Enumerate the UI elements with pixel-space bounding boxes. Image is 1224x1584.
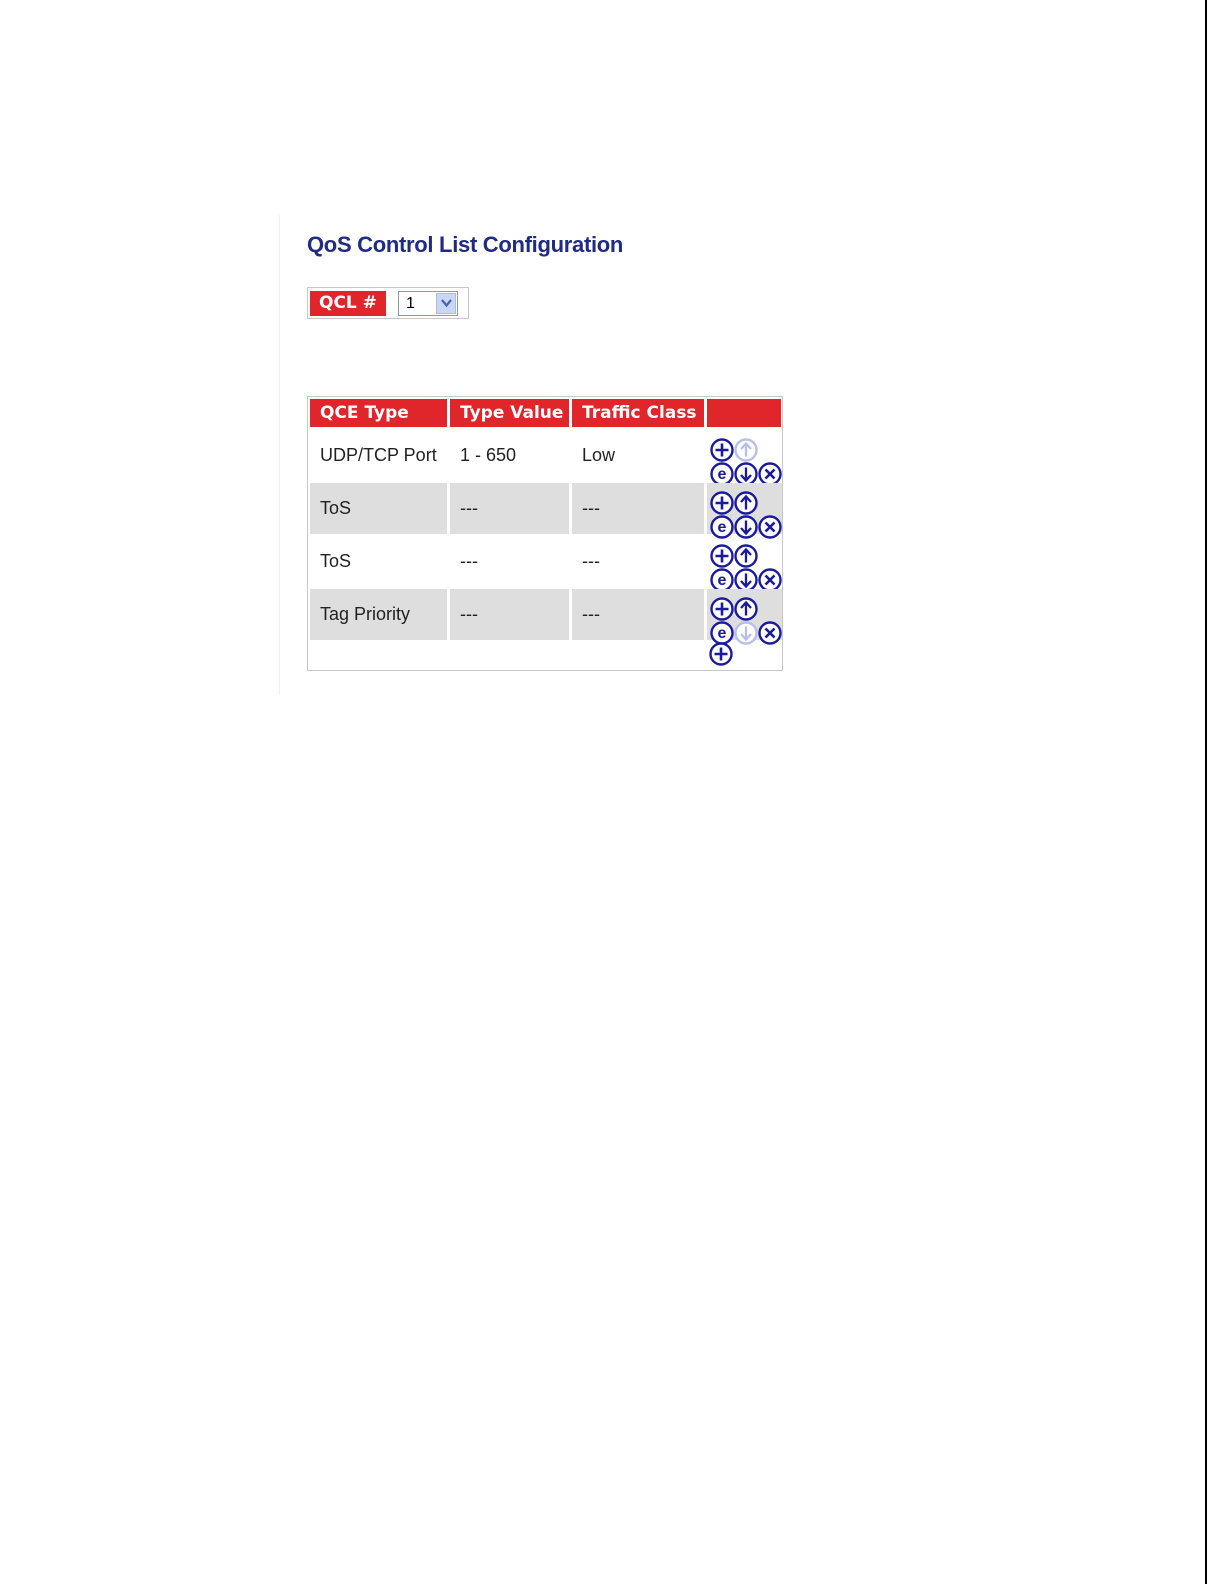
type-value-cell: --- <box>460 551 478 571</box>
table-row <box>310 430 782 481</box>
table-row <box>310 536 782 587</box>
move-down-icon[interactable] <box>734 455 758 479</box>
traffic-class-cell: Low <box>582 445 616 465</box>
header-qce-type: QCE Type <box>310 399 447 427</box>
insert-qce-icon[interactable] <box>710 590 734 614</box>
delete-icon[interactable] <box>758 561 782 585</box>
qce-type-cell: ToS <box>310 483 447 534</box>
move-up-icon[interactable] <box>734 590 758 614</box>
svg-text:e: e <box>717 466 727 483</box>
insert-qce-icon[interactable] <box>710 484 734 508</box>
edit-icon[interactable] <box>710 561 734 589</box>
move-up-icon <box>734 431 758 455</box>
add-row <box>310 641 782 668</box>
actions-cell <box>707 483 782 534</box>
qcl-selected-value: 1 <box>406 295 415 312</box>
page-title: QoS Control List Configuration <box>307 232 624 257</box>
panel-edge <box>279 215 280 695</box>
edit-icon[interactable] <box>710 455 734 483</box>
chevron-down-icon[interactable] <box>436 293 456 314</box>
insert-qce-icon[interactable] <box>710 537 734 561</box>
move-up-icon[interactable] <box>734 537 758 561</box>
actions-cell <box>707 536 782 587</box>
header-type-value: Type Value <box>450 399 569 427</box>
header-traffic-class: Traffic Class <box>572 399 704 427</box>
move-down-icon[interactable] <box>734 561 758 585</box>
svg-text:e: e <box>717 572 727 589</box>
svg-text:e: e <box>717 519 727 536</box>
traffic-class-cell: --- <box>572 589 704 640</box>
page-edge-line <box>1205 0 1207 1584</box>
header-actions <box>707 399 781 427</box>
delete-icon[interactable] <box>758 455 782 479</box>
delete-icon[interactable] <box>758 508 782 532</box>
qcl-select[interactable] <box>398 291 458 316</box>
add-qce-icon[interactable] <box>709 642 733 666</box>
insert-qce-icon[interactable] <box>710 431 734 455</box>
actions-cell <box>707 589 782 640</box>
qcl-label: QCL # <box>310 291 386 316</box>
traffic-class-cell: --- <box>572 483 704 534</box>
qce-table <box>307 396 783 671</box>
move-up-icon[interactable] <box>734 484 758 508</box>
table-row <box>310 483 782 534</box>
traffic-class-cell: --- <box>582 551 600 571</box>
type-value-cell: --- <box>450 483 569 534</box>
svg-text:e: e <box>717 625 727 642</box>
qce-type-cell: UDP/TCP Port <box>320 445 437 465</box>
type-value-cell: 1 - 650 <box>460 445 517 465</box>
table-row <box>310 589 782 640</box>
type-value-cell: --- <box>450 589 569 640</box>
actions-cell <box>707 430 782 481</box>
qce-type-cell: Tag Priority <box>310 589 447 640</box>
edit-icon[interactable] <box>710 508 734 536</box>
move-down-icon <box>734 614 758 638</box>
qce-type-cell: ToS <box>320 551 352 571</box>
move-down-icon[interactable] <box>734 508 758 532</box>
edit-icon[interactable] <box>710 614 734 642</box>
qcl-selector-box <box>307 287 469 319</box>
delete-icon[interactable] <box>758 614 782 638</box>
